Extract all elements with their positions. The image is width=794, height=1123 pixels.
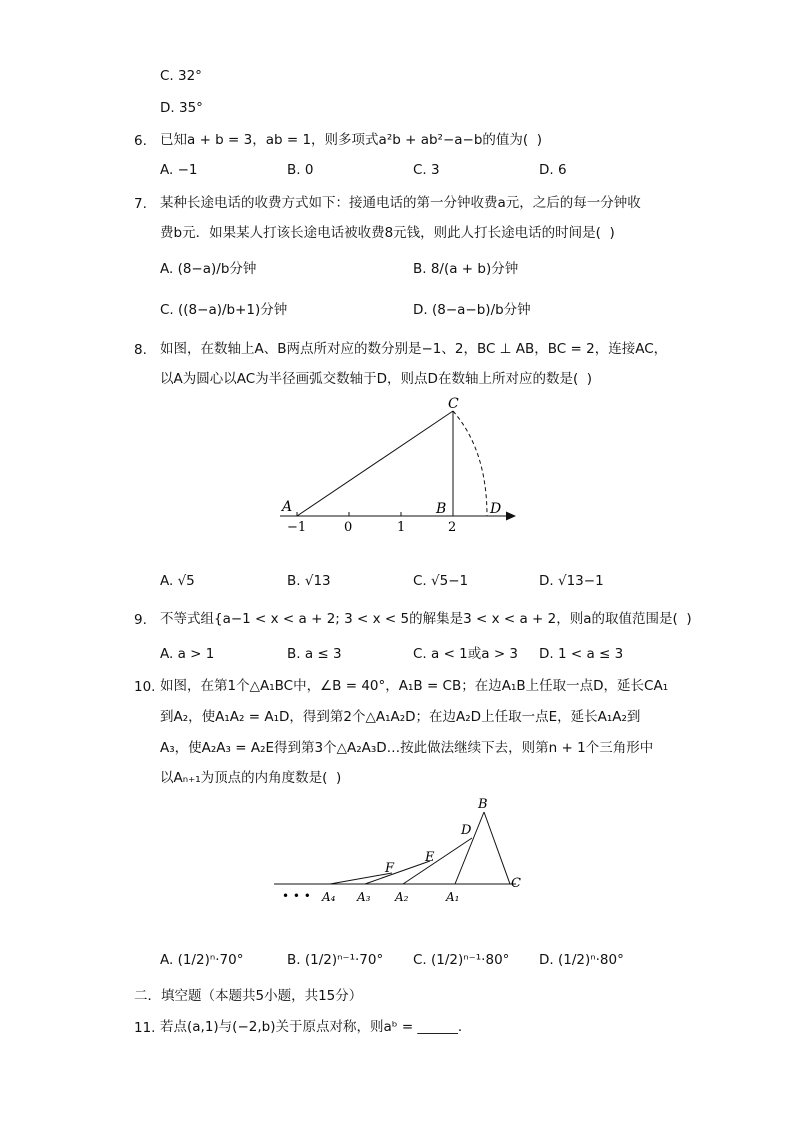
q7-stem-line2: 费b元．如果某人打该长途电话被收费8元钱，则此人打长途电话的时间是( ) bbox=[160, 225, 615, 241]
q10-number: 10. bbox=[134, 679, 156, 695]
q10-option-b: B. (1/2)ⁿ⁻¹·70° bbox=[287, 952, 384, 968]
q10-stem-line2: 到A₂，使A₁A₂ = A₁D，得到第2个△A₁A₂D；在边A₂D上任取一点E，延长A₁A₂到 bbox=[160, 709, 641, 725]
q7-option-d: D. (8−a−b)/b分钟 bbox=[413, 302, 531, 318]
q10-stem-line3: A₃，使A₂A₃ = A₂E得到第3个△A₂A₃D…按此做法继续下去，则第n + 1个三角形中 bbox=[160, 740, 654, 756]
label-d: D bbox=[490, 501, 502, 517]
label-a1: A₁ bbox=[446, 890, 460, 904]
q6-option-c: C. 3 bbox=[413, 162, 440, 178]
tick-label: 2 bbox=[448, 520, 457, 535]
q6-option-b: B. 0 bbox=[287, 162, 314, 178]
section-heading: 二．填空题（本题共5小题，共15分） bbox=[134, 988, 363, 1004]
q9-option-a: A. a > 1 bbox=[160, 646, 215, 662]
label-a3: A₃ bbox=[357, 890, 371, 904]
q8-option-b: B. √13 bbox=[287, 573, 331, 589]
q7-stem-line1: 某种长途电话的收费方式如下：接通电话的第一分钟收费a元，之后的每一分钟收 bbox=[160, 195, 641, 211]
q6-stem: 已知a + b = 3，ab = 1，则多项式a²b + ab²−a−b的值为( ) bbox=[160, 132, 543, 148]
q7-option-b: B. 8/(a + b)分钟 bbox=[413, 261, 519, 277]
q9-stem: 不等式组{a−1 < x < a + 2; 3 < x < 5的解集是3 < x < a + 2，则a的取值范围是( ) bbox=[160, 611, 692, 627]
ellipsis-dots: • • • bbox=[282, 889, 311, 903]
q5-option-c: C. 32° bbox=[160, 68, 202, 84]
q11-stem: 若点(a,1)与(−2,b)关于原点对称，则aᵇ = ______． bbox=[160, 1019, 472, 1035]
q11-number: 11. bbox=[134, 1020, 156, 1036]
tick-label: −1 bbox=[287, 520, 307, 535]
q8-stem-line1: 如图，在数轴上A、B两点所对应的数分别是−1、2，BC ⊥ AB，BC = 2，连接AC， bbox=[160, 341, 668, 357]
q6-number: 6. bbox=[134, 133, 147, 149]
q5-option-d: D. 35° bbox=[160, 100, 203, 116]
q8-option-a: A. √5 bbox=[160, 573, 195, 589]
segment-a4f bbox=[330, 873, 392, 884]
q10-stem-line4: 以Aₙ₊₁为顶点的内角度数是( ) bbox=[160, 770, 342, 786]
q6-option-a: A. −1 bbox=[160, 162, 198, 178]
q10-option-c: C. (1/2)ⁿ⁻¹·80° bbox=[413, 952, 510, 968]
label-c: C bbox=[448, 396, 459, 412]
q8-option-c: C. √5−1 bbox=[413, 573, 469, 589]
q9-option-b: B. a ≤ 3 bbox=[287, 646, 342, 662]
label-b: B bbox=[436, 501, 447, 517]
label-b: B bbox=[478, 797, 488, 812]
label-a2: A₂ bbox=[395, 890, 409, 904]
q8-option-d: D. √13−1 bbox=[539, 573, 604, 589]
q9-option-c: C. a < 1或a > 3 bbox=[413, 646, 519, 662]
q9-number: 9. bbox=[134, 612, 147, 628]
label-a: A bbox=[282, 499, 293, 515]
label-a4: A₄ bbox=[322, 890, 336, 904]
label-e: E bbox=[425, 850, 435, 865]
q8-number: 8. bbox=[134, 342, 147, 358]
tick-label: 0 bbox=[344, 520, 353, 535]
q7-number: 7. bbox=[134, 196, 147, 212]
segment-bc bbox=[484, 812, 510, 884]
label-c: C bbox=[511, 876, 521, 891]
q6-option-d: D. 6 bbox=[539, 162, 567, 178]
tick-label: 1 bbox=[397, 520, 406, 535]
q7-option-c: C. ((8−a)/b+1)分钟 bbox=[160, 302, 288, 318]
q9-option-d: D. 1 < a ≤ 3 bbox=[539, 646, 624, 662]
label-f: F bbox=[385, 861, 395, 876]
q8-stem-line2: 以A为圆心以AC为半径画弧交数轴于D，则点D在数轴上所对应的数是( ) bbox=[160, 371, 593, 387]
q10-option-d: D. (1/2)ⁿ·80° bbox=[539, 952, 624, 968]
label-d: D bbox=[461, 823, 472, 838]
q10-stem-line1: 如图，在第1个△A₁BC中，∠B = 40°，A₁B = CB；在边A₁B上任取一点D，延长CA₁ bbox=[160, 678, 669, 694]
segment-a2d bbox=[403, 838, 472, 884]
q7-option-a: A. (8−a)/b分钟 bbox=[160, 261, 257, 277]
q10-option-a: A. (1/2)ⁿ·70° bbox=[160, 952, 244, 968]
